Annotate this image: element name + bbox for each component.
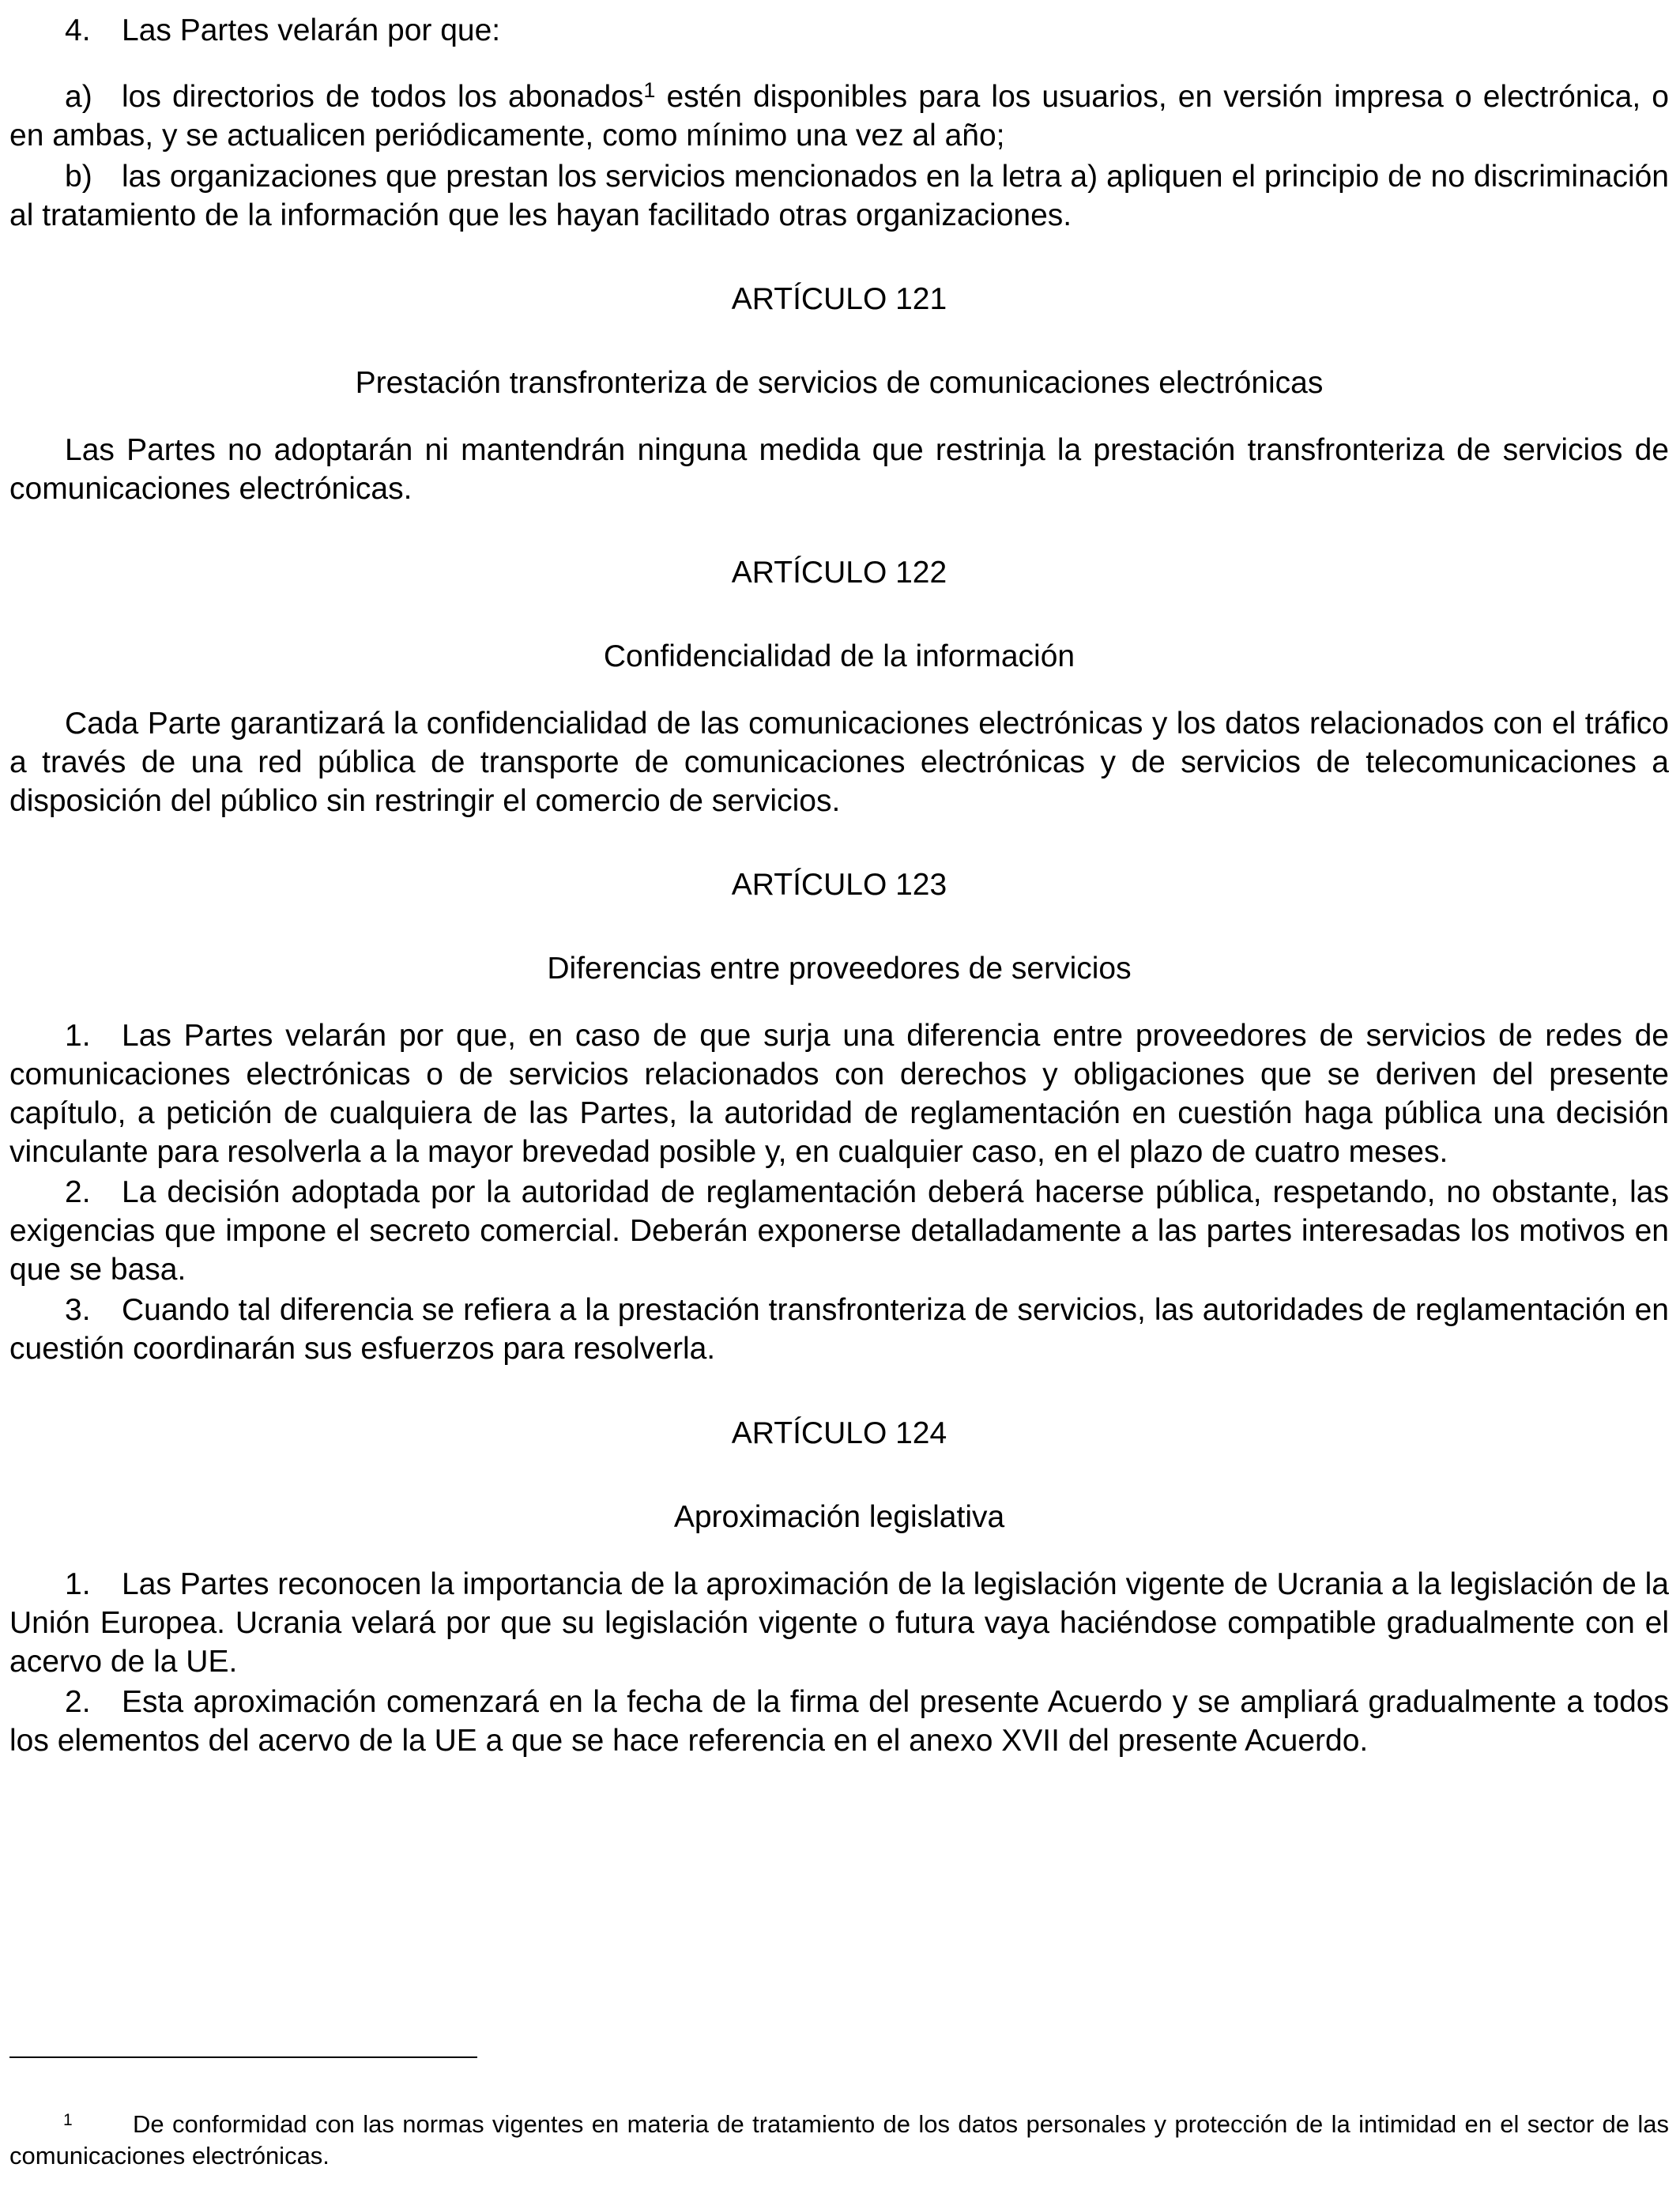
- article-124-paragraph-2: [9, 1683, 1669, 1760]
- article-123-paragraph-2: [9, 1173, 1669, 1289]
- article-123-heading: ARTÍCULO 123: [731, 868, 947, 902]
- article-124-heading: ARTÍCULO 124: [731, 1416, 947, 1450]
- article-122-title: Confidencialidad de la información: [603, 639, 1075, 673]
- item-text-before: los directorios de todos los abonados: [122, 80, 644, 114]
- article-121-heading: ARTÍCULO 121: [731, 282, 947, 316]
- article-121-body: Las Partes no adoptarán ni mantendrán ninguna medida que restrinja la prestación transfronteriza de servicios de comunicaciones electrónicas.: [9, 433, 1669, 506]
- item-letter: b): [65, 160, 92, 194]
- footnote-separator: [9, 2056, 477, 2058]
- paragraph-number: 2.: [65, 1175, 91, 1209]
- item-text: las organizaciones que prestan los servicios mencionados en la letra a) apliquen el principio de no discriminación al tratamiento de la información que les hayan facilitado otras organizaciones.: [9, 160, 1669, 232]
- article-123-paragraph-3: [9, 1291, 1669, 1368]
- item-letter: a): [65, 80, 92, 114]
- article-124-title: Aproximación legislativa: [673, 1500, 1005, 1534]
- paragraph-number: 1.: [65, 1019, 91, 1053]
- paragraph-item-a: [9, 77, 1669, 155]
- article-124-paragraph-1: [9, 1565, 1669, 1681]
- paragraph-item-4: [9, 11, 1669, 50]
- item-text: Las Partes velarán por que:: [122, 13, 501, 47]
- paragraph-text: Las Partes velarán por que, en caso de que surja una diferencia entre proveedores de servicios de redes de comunicaciones electrónicas o de servicios relacionados con derechos y obligaciones que se deriven del presente capítulo, a petición de cualquiera de las Partes, la autoridad de reglamentación en cuestión haga pública una decisión vinculante para resolverla a la mayor brevedad posible y, en cualquier caso, en el plazo de cuatro meses.: [9, 1019, 1669, 1169]
- paragraph-text: Esta aproximación comenzará en la fecha de la firma del presente Acuerdo y se ampliará gradualmente a todos los elementos del acervo de la UE a que se hace referencia en el anexo XVII del presente Acuerdo.: [9, 1685, 1669, 1758]
- paragraph-text: Cuando tal diferencia se refiera a la prestación transfronteriza de servicios, las autoridades de reglamentación en cuestión coordinarán sus esfuerzos para resolverla.: [9, 1293, 1669, 1366]
- paragraph-item-b: [9, 157, 1669, 235]
- article-123-paragraph-1: [9, 1016, 1669, 1171]
- paragraph-number: 1.: [65, 1567, 91, 1601]
- footnote-text: De conformidad con las normas vigentes en materia de tratamiento de los datos personales y protección de la intimidad en el sector de las comunicaciones electrónicas.: [9, 2110, 1669, 2169]
- article-121-title: Prestación transfronteriza de servicios de comunicaciones electrónicas: [355, 366, 1324, 400]
- document-page: [9, 0, 1669, 2194]
- article-123-title: Diferencias entre proveedores de servicios: [547, 952, 1132, 986]
- footnote: 1 De conformidad con las normas vigentes en materia de tratamiento de los datos personales y protección de la intimidad en el sector de las comunicaciones electrónicas.: [9, 2110, 1669, 2169]
- paragraph-number: 3.: [65, 1293, 91, 1327]
- article-122-body: Cada Parte garantizará la confidencialidad de las comunicaciones electrónicas y los datos relacionados con el tráfico a través de una red pública de transporte de comunicaciones electrónicas y de servicios de telecomunicaciones a disposición del público sin restringir el comercio de servicios.: [9, 707, 1669, 818]
- paragraph-text: La decisión adoptada por la autoridad de reglamentación deberá hacerse pública, respetando, no obstante, las exigencias que impone el secreto comercial. Deberán exponerse detalladamente a las partes interesadas los motivos en que se basa.: [9, 1175, 1669, 1287]
- article-122-heading: ARTÍCULO 122: [731, 556, 947, 590]
- footnote-reference[interactable]: 1: [643, 78, 656, 102]
- item-number: 4.: [65, 13, 91, 47]
- paragraph-text: Las Partes reconocen la importancia de la aproximación de la legislación vigente de Ucrania a la legislación de la Unión Europea. Ucrania velará por que su legislación vigente o futura vaya haciéndose compatible gradualmente con el acervo de la UE.: [9, 1567, 1669, 1679]
- paragraph-number: 2.: [65, 1685, 91, 1719]
- item-text-after: estén disponibles para los usuarios, en versión impresa o electrónica, o en ambas, y se actualicen periódicamente, como mínimo una vez al año;: [9, 80, 1669, 153]
